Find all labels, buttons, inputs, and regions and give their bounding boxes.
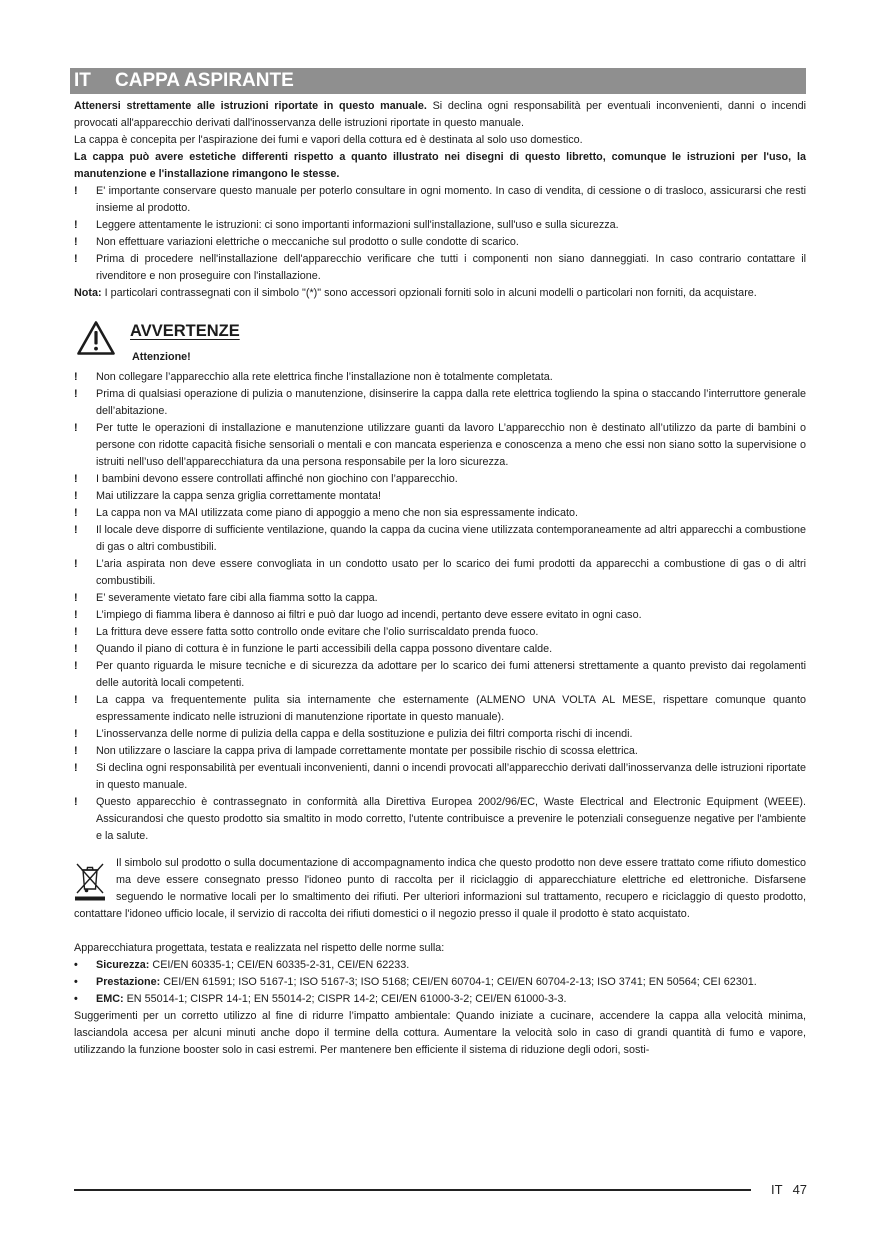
warning-item: ! L’aria aspirata non deve essere convogliata in un condotto usato per lo scarico dei fumi prodotti da apparecchi a combustione di gas o di altri combustibili. [74, 558, 806, 587]
exclamation-icon: ! [74, 253, 78, 265]
standard-item-safety: • Sicurezza: CEI/EN 60335-1; CEI/EN 60335-2-31, CEI/EN 62233. [74, 957, 806, 974]
exclamation-icon: ! [74, 507, 78, 519]
warning-item: ! I bambini devono essere controllati affinché non giochino con l’apparecchio. [74, 471, 806, 488]
intro-item: ! Non effettuare variazioni elettriche o meccaniche sul prodotto o sulle condotte di scarico. [74, 234, 806, 251]
warning-item: ! L’inosservanza delle norme di pulizia della cappa e della sostituzione e pulizia dei filtri comporta rischi di incendi. [74, 726, 806, 743]
environmental-tips: Suggerimenti per un corretto utilizzo al fine di ridurre l’impatto ambientale: Quando iniziate a cucinare, accendere la cappa alla velocità minima, lasciandola accesa per alcuni minuti anche dopo il termine della cottura. Aumentare la velocità solo in caso di grandi quantità di fumo e vapore, utilizzando la funzione booster solo in casi estremi. Per mantenere ben efficiente il sistema di riduzione degli odori, sosti- [74, 1010, 806, 1056]
exclamation-icon: ! [74, 558, 78, 570]
crossed-bin-weee-icon [72, 859, 108, 901]
exclamation-icon: ! [74, 626, 78, 638]
standard-item-performance: • Prestazione: CEI/EN 61591; ISO 5167-1; ISO 5167-3; ISO 5168; CEI/EN 60704-1; CEI/EN 60704-2-13; ISO 3741; EN 50564; CEI 62301. [74, 974, 806, 991]
exclamation-icon: ! [74, 422, 78, 434]
warning-item: ! Si declina ogni responsabilità per eventuali inconvenienti, danni o incendi provocati all’apparecchio derivati dall’inosservanza delle istruzioni riportate in questo manuale. [74, 762, 806, 791]
exclamation-icon: ! [74, 592, 78, 604]
warnings-list [74, 369, 806, 845]
intro-bold-text: Attenersi strettamente alle istruzioni riportate in questo manuale. [74, 100, 427, 112]
standard-label: Prestazione: [96, 976, 161, 988]
warning-item: ! E’ severamente vietato fare cibi alla fiamma sotto la cappa. [74, 590, 806, 607]
warning-item: ! Non utilizzare o lasciare la cappa priva di lampade correttamente montate per possibile rischio di scossa elettrica. [74, 743, 806, 760]
exclamation-icon: ! [74, 796, 78, 808]
page-footer [771, 1182, 807, 1198]
warning-item: ! Prima di qualsiasi operazione di pulizia o manutenzione, disinserire la cappa dalla rete elettrica togliendo la spina o staccando l’interruttore generale dell’abitazione. [74, 388, 806, 417]
header-title: CAPPA ASPIRANTE [115, 70, 294, 91]
exclamation-icon: ! [74, 236, 78, 248]
warning-item: ! L’impiego di fiamma libera è dannoso ai filtri e può dar luogo ad incendi, pertanto deve essere evitato in ogni caso. [74, 607, 806, 624]
exclamation-icon: ! [74, 609, 78, 621]
warning-item: ! Mai utilizzare la cappa senza griglia correttamente montata! [74, 488, 806, 505]
page-content [74, 68, 806, 1059]
intro-item: ! Leggere attentamente le istruzioni: ci sono importanti informazioni sull'installazione, sull'uso e sulla sicurezza. [74, 217, 806, 234]
intro-paragraph [74, 98, 806, 132]
standard-label: Sicurezza: [96, 959, 150, 971]
footer-language: IT [771, 1182, 783, 1197]
standard-item-emc: • EMC: EN 55014-1; CISPR 14-1; EN 55014-2; CISPR 14-2; CEI/EN 61000-3-2; CEI/EN 61000-3-3. [74, 991, 806, 1008]
exclamation-icon: ! [74, 490, 78, 502]
warnings-title: AVVERTENZE [130, 322, 240, 340]
note-paragraph [74, 285, 806, 302]
exclamation-icon: ! [74, 728, 78, 740]
warning-item: ! La frittura deve essere fatta sotto controllo onde evitare che l’olio surriscaldato prenda fuoco. [74, 624, 806, 641]
bullet-icon: • [74, 976, 78, 988]
exclamation-icon: ! [74, 745, 78, 757]
exclamation-icon: ! [74, 388, 78, 400]
standard-label: EMC: [96, 993, 124, 1005]
warning-item: ! Quando il piano di cottura è in funzione le parti accessibili della cappa possono diventare calde. [74, 641, 806, 658]
exclamation-icon: ! [74, 473, 78, 485]
exclamation-icon: ! [74, 694, 78, 706]
warning-item: ! Non collegare l’apparecchio alla rete elettrica finche l’installazione non è totalmente completata. [74, 369, 806, 386]
bullet-icon: • [74, 959, 78, 971]
warnings-heading [74, 319, 806, 369]
intro-item: ! E' importante conservare questo manuale per poterlo consultare in ogni momento. In caso di vendita, di cessione o di trasloco, assicurarsi che resti insieme al prodotto. [74, 185, 806, 214]
warning-item: ! Per quanto riguarda le misure tecniche e di sicurezza da adottare per lo scarico dei fumi attenersi strettamente a quanto previsto dai regolamenti delle autorità locali competenti. [74, 660, 806, 689]
bullet-icon: • [74, 993, 78, 1005]
exclamation-icon: ! [74, 185, 78, 197]
intro-text: Si declina ogni responsabilità per eventuali inconvenienti, danni o incendi provocati all'apparecchio derivati dall'inosservanza delle istruzioni riportate in questo manuale. [74, 100, 806, 129]
exclamation-icon: ! [74, 660, 78, 672]
weee-section [74, 855, 806, 923]
exclamation-icon: ! [74, 643, 78, 655]
intro-domestic-use: La cappa è concepita per l'aspirazione dei fumi e vapori della cottura ed è destinata al solo uso domestico. [74, 134, 583, 146]
footer-divider [74, 1189, 751, 1191]
exclamation-icon: ! [74, 371, 78, 383]
section-header [70, 68, 806, 94]
page-number: 47 [792, 1182, 808, 1197]
weee-text: Il simbolo sul prodotto o sulla documentazione di accompagnamento indica che questo prodotto non deve essere trattato come rifiuto domestico ma deve essere consegnato presso l'idoneo punto di raccolta per il riciclaggio di apparecchiature elettriche ed elettroniche. Disfarsene seguendo le normative locali per lo smaltimento dei rifiuti. Per ulteriori informazioni sul trattamento, recupero e riciclaggio di questo prodotto, contattare l'idoneo ufficio locale, il servizio di raccolta dei rifiuti domestici o il negozio presso il quale il prodotto è stato acquistato. [74, 857, 806, 920]
warning-item: ! Per tutte le operazioni di installazione e manutenzione utilizzare guanti da lavoro L’apparecchio non è destinato all’utilizzo da parte di bambini o persone con ridotte capacità fisiche sensoriali o mentali e con mancata esperienza e conoscenza a meno che essi non siano sotto la supervisione o istruiti nell’uso dell’apparecchiatura da una persona responsabile per la loro sicurezza. [74, 422, 806, 468]
intro-aesthetics-note: La cappa può avere estetiche differenti rispetto a quanto illustrato nei disegni di questo libretto, comunque le istruzioni per l'uso, la manutenzione e l'installazione rimangono le stesse. [74, 151, 806, 180]
warning-triangle-icon [76, 320, 116, 356]
exclamation-icon: ! [74, 219, 78, 231]
intro-item: ! Prima di procedere nell'installazione dell'apparecchio verificare che tutti i componenti non siano danneggiati. In caso contrario contattare il rivenditore e non proseguire con l'installazione. [74, 253, 806, 282]
warning-item: ! Questo apparecchio è contrassegnato in conformità alla Direttiva Europea 2002/96/EC, Waste Electrical and Electronic Equipment (WEEE). Assicurandosi che questo prodotto sia smaltito in modo corretto, l'utente contribuisce a prevenire le potenziali conseguenze negative per l'ambiente e la salute. [74, 796, 806, 842]
note-label: Nota: [74, 287, 102, 299]
warning-item: ! Il locale deve disporre di sufficiente ventilazione, quando la cappa da cucina viene utilizzata contemporaneamente ad altri apparecchi a combustione di gas o altri combustibili. [74, 524, 806, 553]
warning-item: ! La cappa va frequentemente pulita sia internamente che esternamente (ALMENO UNA VOLTA AL MESE, rispettare comunque quanto espressamente indicato nelle istruzioni di manutenzione riportate in questo manuale). [74, 694, 806, 723]
exclamation-icon: ! [74, 762, 78, 774]
standards-intro: Apparecchiatura progettata, testata e realizzata nel rispetto delle norme sulla: [74, 942, 445, 954]
exclamation-icon: ! [74, 524, 78, 536]
warning-item: ! La cappa non va MAI utilizzata come piano di appoggio a meno che non sia espressamente indicato. [74, 505, 806, 522]
note-text: I particolari contrassegnati con il simbolo "(*)" sono accessori opzionali forniti solo in alcuni modelli o particolari non forniti, da acquistare. [101, 287, 757, 299]
warnings-subtitle: Attenzione! [132, 351, 191, 363]
header-language-code: IT [74, 70, 91, 91]
